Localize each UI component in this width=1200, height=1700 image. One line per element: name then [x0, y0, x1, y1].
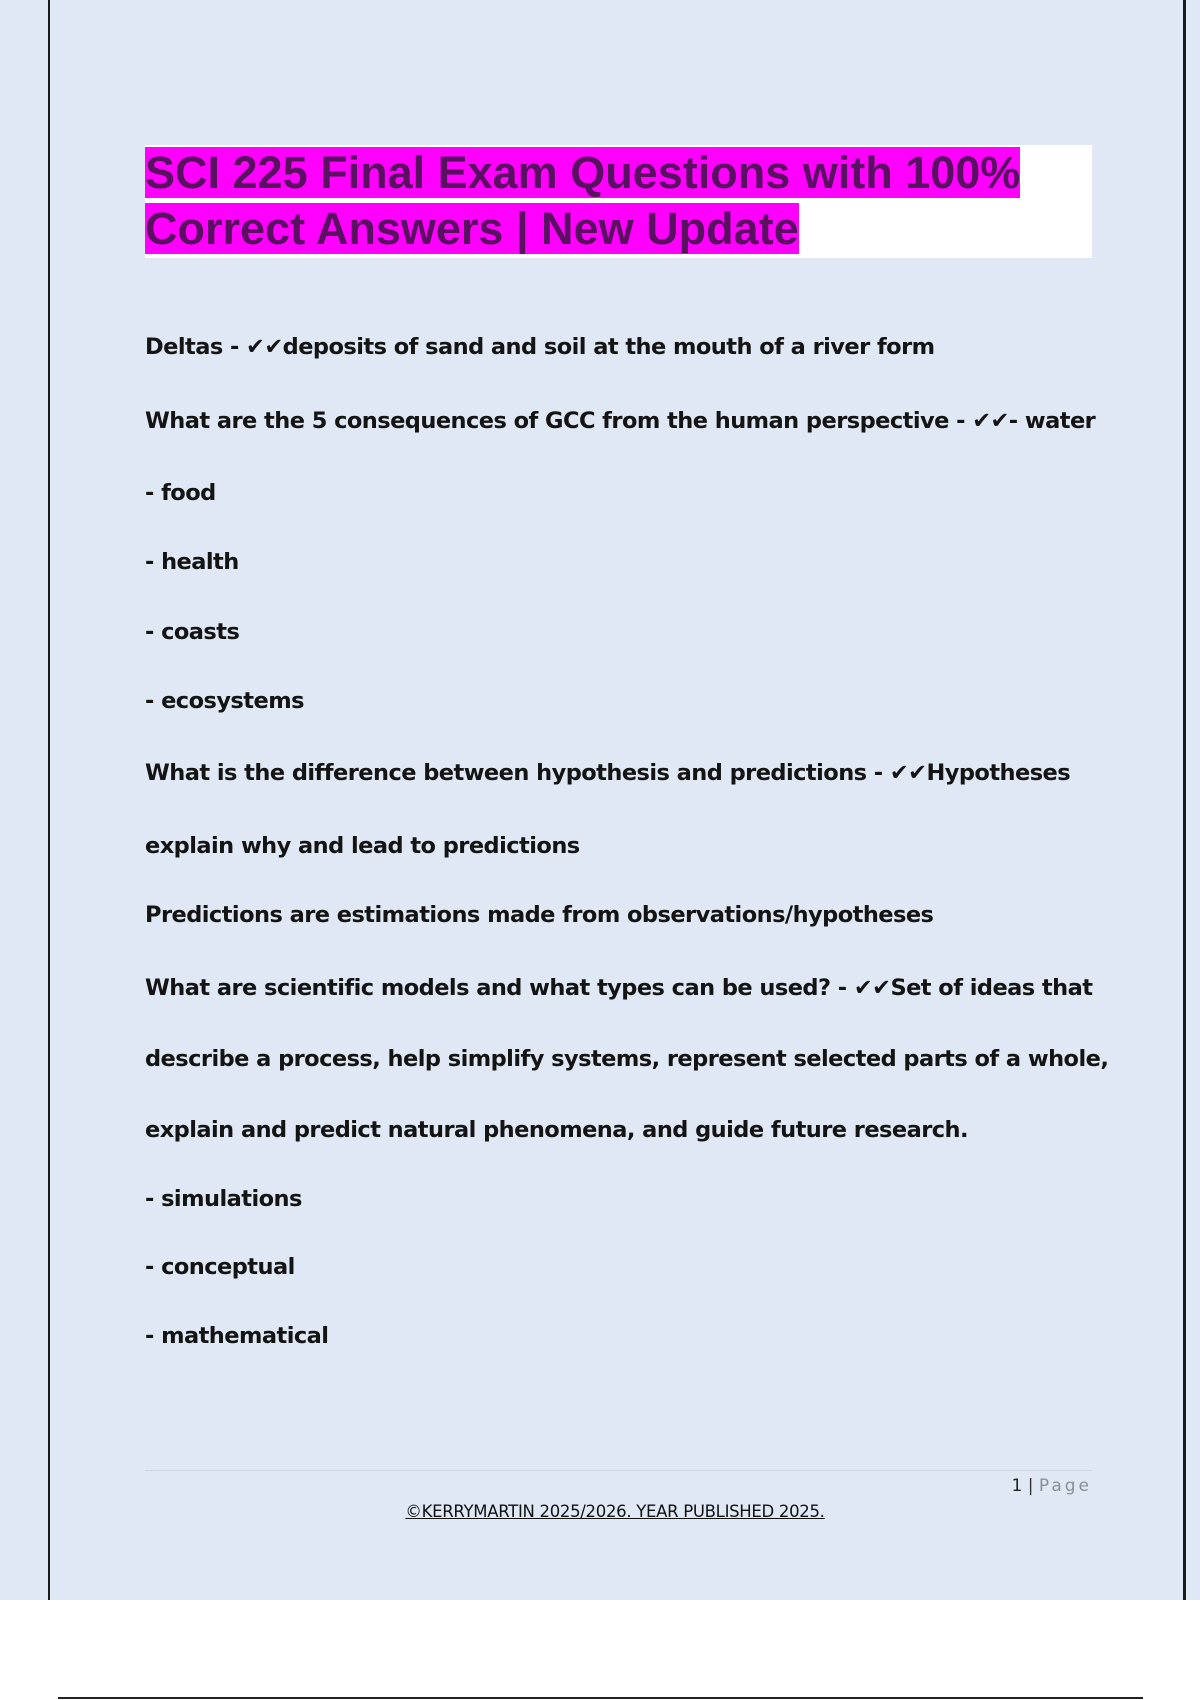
page-number-separator: | [1027, 1476, 1034, 1496]
copyright-text: ©KERRYMARTIN 2025/2026. YEAR PUBLISHED 2025. [405, 1502, 825, 1521]
qa-line-13: - simulations [145, 1186, 302, 1212]
page-left-border [48, 0, 50, 1600]
page-label: Page [1038, 1476, 1092, 1496]
qa-line-8: explain why and lead to predictions [145, 833, 580, 859]
qa-line-15: - mathematical [145, 1323, 329, 1349]
qa-line-5: - coasts [145, 619, 240, 645]
document-title [145, 145, 1092, 257]
qa-line-4: - health [145, 549, 239, 575]
footer-divider [145, 1470, 1092, 1471]
qa-line-10: What are scientific models and what types can be used? - ✔✔Set of ideas that [145, 975, 1093, 1001]
copyright-notice [0, 1500, 1200, 1524]
qa-line-7: What is the difference between hypothesis and predictions - ✔✔Hypotheses [145, 760, 1071, 786]
qa-line-6: - ecosystems [145, 688, 304, 714]
page-right-border [1183, 0, 1186, 1600]
qa-line-11: describe a process, help simplify systems, represent selected parts of a whole, [145, 1046, 1109, 1072]
title-line-2: Correct Answers | New Update [145, 203, 799, 254]
qa-line-3: - food [145, 480, 216, 506]
qa-line-12: explain and predict natural phenomena, and guide future research. [145, 1117, 969, 1143]
bottom-divider [58, 1697, 1143, 1699]
qa-line-9: Predictions are estimations made from observations/hypotheses [145, 902, 934, 928]
qa-line-14: - conceptual [145, 1254, 295, 1280]
qa-line-1: Deltas - ✔✔deposits of sand and soil at the mouth of a river form [145, 334, 935, 360]
page-number [980, 1474, 1092, 1498]
title-block [145, 145, 1092, 258]
page-number-value: 1 [1011, 1476, 1023, 1496]
qa-line-2: What are the 5 consequences of GCC from the human perspective - ✔✔- water [145, 408, 1096, 434]
title-line-1: SCI 225 Final Exam Questions with 100% [145, 147, 1021, 198]
